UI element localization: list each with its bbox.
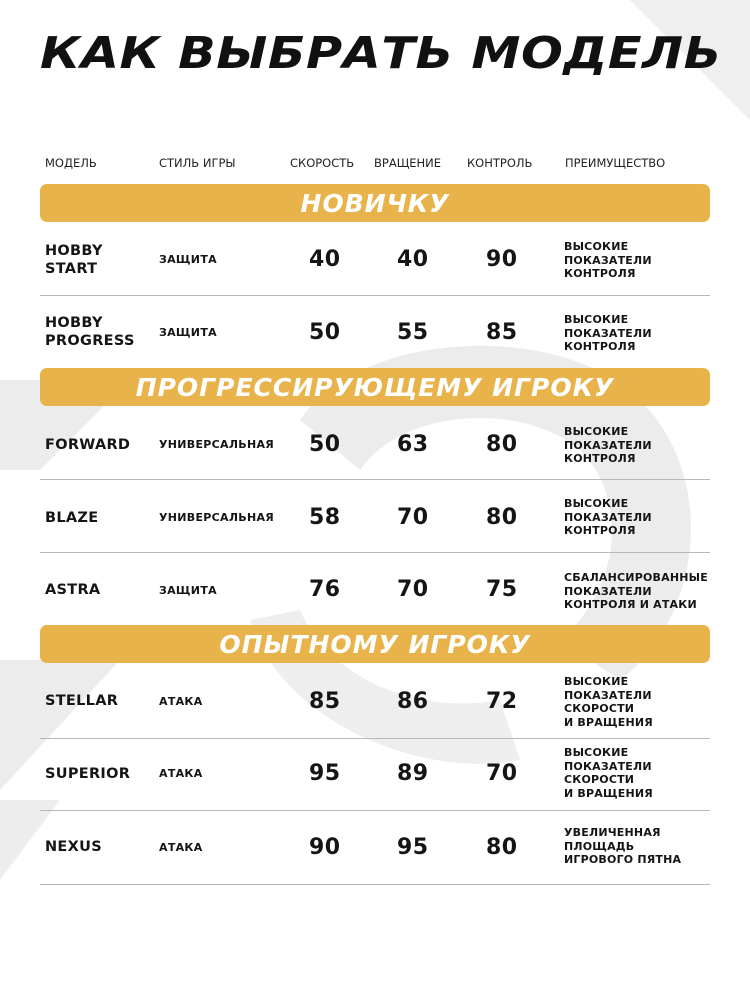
control-value: 85	[486, 320, 518, 345]
advantage-text: ВЫСОКИЕ ПОКАЗАТЕЛИ КОНТРОЛЯ	[564, 313, 652, 353]
row-divider	[40, 884, 710, 885]
speed-value: 50	[309, 432, 341, 457]
group-band-beginner	[40, 184, 710, 222]
play-style: ЗАЩИТА	[159, 584, 217, 597]
spin-value: 70	[397, 577, 429, 602]
advantage-text: СБАЛАНСИРОВАННЫЕ ПОКАЗАТЕЛИ КОНТРОЛЯ И АТАКИ	[564, 571, 708, 611]
speed-value: 95	[309, 761, 341, 786]
control-value: 90	[486, 247, 518, 272]
table-row	[40, 553, 710, 625]
play-style: АТАКА	[159, 841, 203, 854]
column-header-speed: СКОРОСТЬ	[290, 156, 355, 170]
column-header-spin: ВРАЩЕНИЕ	[374, 156, 442, 170]
spin-value: 55	[397, 320, 429, 345]
play-style: АТАКА	[159, 767, 203, 780]
advantage-text: ВЫСОКИЕ ПОКАЗАТЕЛИ КОНТРОЛЯ	[564, 425, 652, 465]
column-header-advantage: ПРЕИМУЩЕСТВО	[565, 156, 666, 170]
model-name: FORWARD	[45, 437, 131, 453]
page-title: КАК ВЫБРАТЬ МОДЕЛЬ	[40, 28, 722, 79]
model-name: SUPERIOR	[45, 766, 131, 782]
advantage-text: ВЫСОКИЕ ПОКАЗАТЕЛИ СКОРОСТИ И ВРАЩЕНИЯ	[564, 746, 653, 800]
table-header	[0, 156, 750, 172]
table-row	[40, 296, 710, 368]
table-row	[40, 406, 710, 480]
speed-value: 85	[309, 689, 341, 714]
control-value: 72	[486, 689, 518, 714]
table-row	[40, 222, 710, 296]
advantage-text: ВЫСОКИЕ ПОКАЗАТЕЛИ КОНТРОЛЯ	[564, 497, 652, 537]
column-header-model: МОДЕЛЬ	[45, 156, 97, 170]
speed-value: 50	[309, 320, 341, 345]
table-row	[40, 480, 710, 553]
model-name: HOBBY START	[45, 243, 103, 277]
model-name: NEXUS	[45, 839, 102, 855]
spin-value: 86	[397, 689, 429, 714]
group-band-experienced	[40, 625, 710, 663]
play-style: ЗАЩИТА	[159, 326, 217, 339]
group-band-progressing	[40, 368, 710, 406]
play-style: АТАКА	[159, 695, 203, 708]
speed-value: 58	[309, 505, 341, 530]
control-value: 75	[486, 577, 518, 602]
column-header-control: КОНТРОЛЬ	[467, 156, 533, 170]
group-label: ПРОГРЕССИРУЮЩЕМУ ИГРОКУ	[135, 372, 615, 402]
group-label: ОПЫТНОМУ ИГРОКУ	[219, 629, 531, 659]
control-value: 70	[486, 761, 518, 786]
control-value: 80	[486, 432, 518, 457]
spin-value: 89	[397, 761, 429, 786]
spin-value: 40	[397, 247, 429, 272]
play-style: ЗАЩИТА	[159, 253, 217, 266]
model-name: HOBBY PROGRESS	[45, 315, 135, 349]
control-value: 80	[486, 835, 518, 860]
advantage-text: УВЕЛИЧЕННАЯ ПЛОЩАДЬ ИГРОВОГО ПЯТНА	[564, 826, 682, 866]
advantage-text: ВЫСОКИЕ ПОКАЗАТЕЛИ КОНТРОЛЯ	[564, 240, 652, 280]
control-value: 80	[486, 505, 518, 530]
play-style: УНИВЕРСАЛЬНАЯ	[159, 511, 275, 524]
advantage-text: ВЫСОКИЕ ПОКАЗАТЕЛИ СКОРОСТИ И ВРАЩЕНИЯ	[564, 675, 653, 729]
speed-value: 90	[309, 835, 341, 860]
model-name: BLAZE	[45, 510, 99, 526]
spin-value: 63	[397, 432, 429, 457]
spin-value: 95	[397, 835, 429, 860]
speed-value: 40	[309, 247, 341, 272]
play-style: УНИВЕРСАЛЬНАЯ	[159, 438, 275, 451]
model-name: STELLAR	[45, 693, 119, 709]
table-row	[40, 739, 710, 811]
model-name: ASTRA	[45, 582, 101, 598]
table-row	[40, 663, 710, 739]
table-row	[40, 811, 710, 885]
group-label: НОВИЧКУ	[300, 188, 450, 218]
speed-value: 76	[309, 577, 341, 602]
column-header-style: СТИЛЬ ИГРЫ	[159, 156, 236, 170]
spin-value: 70	[397, 505, 429, 530]
